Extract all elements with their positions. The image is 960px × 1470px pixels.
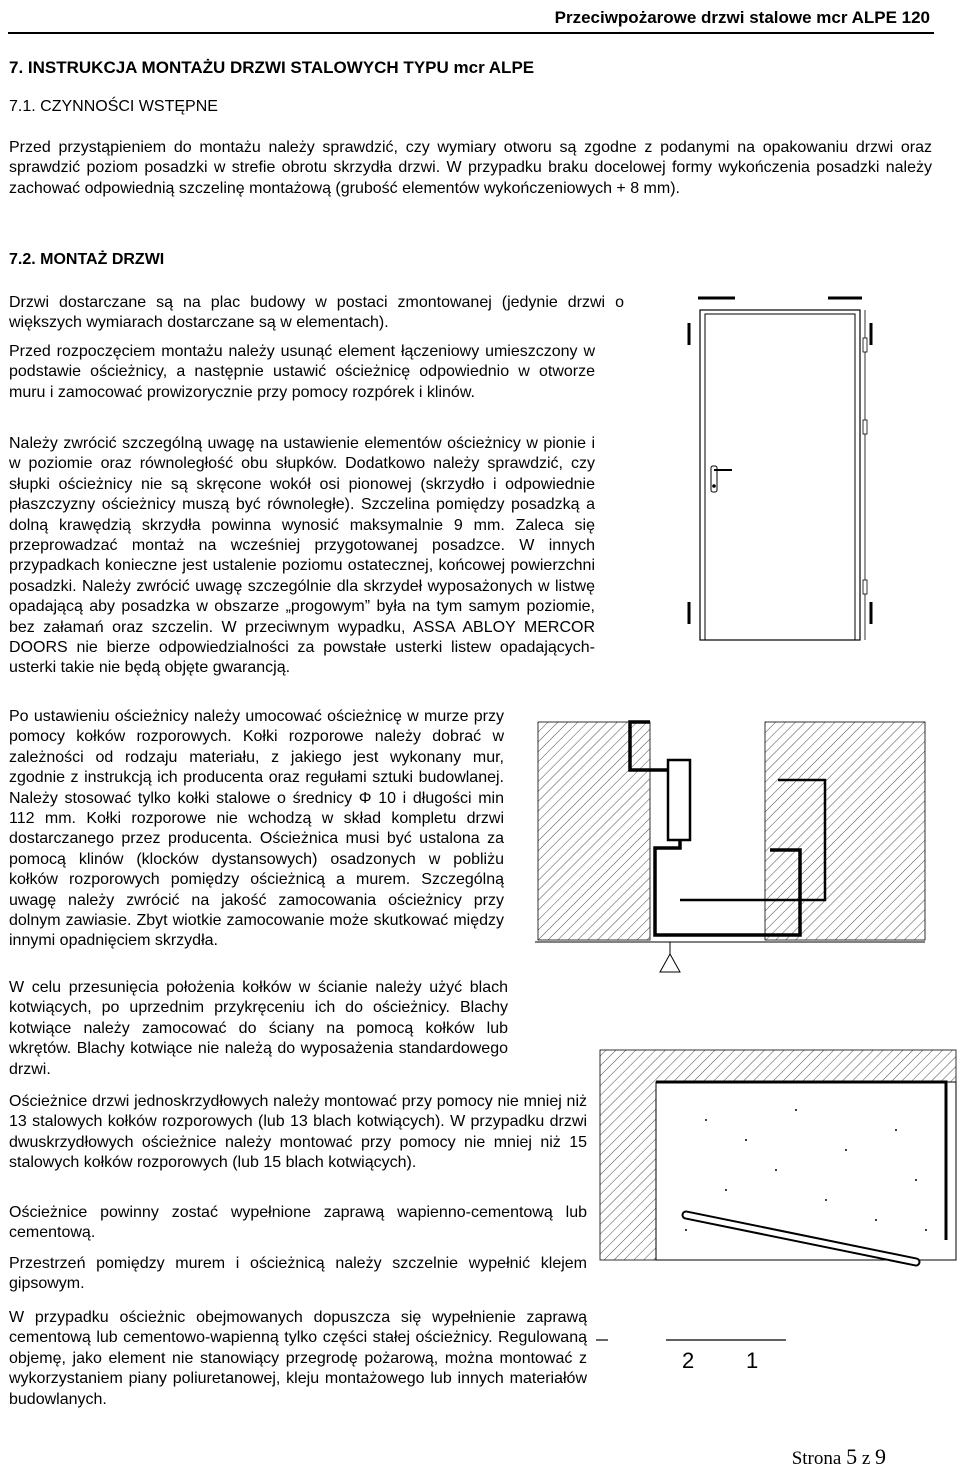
footer-prefix: Strona: [791, 1448, 847, 1469]
paragraph-8: Ościeżnice powinny zostać wypełnione zaprawą wapienno-cementową lub cementową.: [9, 1204, 587, 1242]
door-elevation-drawing: [680, 290, 880, 650]
page-header: [8, 6, 934, 34]
paragraph-6: W celu przesunięcia położenia kołków w ścianie należy użyć blach kotwiących, po uprzednim przykręceniu ich do ościeżnicy. Blachy kotwiące należy zamocować do ściany na pomocą kołków lub wkrętów. Blachy kotwiące nie należą do wyposażenia standardowego drzwi.: [9, 979, 508, 1078]
frame-section-drawing: [530, 720, 930, 980]
footer-page-total: 9: [875, 1444, 886, 1469]
header-title: Przeciwpożarowe drzwi stalowe mcr ALPE 120: [554, 8, 930, 27]
subsection-title-1: 7.1. CZYNNOŚCI WSTĘPNE: [9, 98, 218, 115]
page-footer: [792, 1444, 886, 1470]
footer-mid: z: [857, 1448, 875, 1469]
paragraph-7: Ościeżnice drzwi jednoskrzydłowych należy montować przy pomocy nie mniej niż 13 stalowych kołków rozporowych (lub 13 blach kotwiących). W przypadku drzwi dwuskrzydłowych ościeżnice należy montować przy pomocy nie mniej niż 15 stalowych kołków rozporowych (lub 15 blach kotwiących).: [9, 1093, 587, 1172]
paragraph-9: Przestrzeń pomiędzy murem i ościeżnicą należy szczelnie wypełnić klejem gipsowym.: [9, 1255, 587, 1293]
anchor-section-drawing: [596, 1040, 960, 1380]
figure-label-1: 1: [746, 1348, 759, 1373]
figure-label-2: 2: [682, 1348, 695, 1373]
paragraph-1: Przed przystąpieniem do montażu należy sprawdzić, czy wymiary otworu są zgodne z podanymi na opakowaniu drzwi oraz sprawdzić poziom posadzki w strefie obrotu skrzydła drzwi. W przypadku braku docelowej formy wykończenia posadzki należy zachować odpowiednią szczelinę montażową (grubość elementów wykończeniowych + 8 mm).: [9, 139, 932, 197]
paragraph-3: Przed rozpoczęciem montażu należy usunąć element łączeniowy umieszczony w podstawie ościeżnicy, a następnie ustawić ościeżnicę odpowiednio w otworze muru i zamocować prowizorycznie przy pomocy rozpórek i klinów.: [9, 343, 595, 401]
footer-page-number: 5: [846, 1444, 858, 1469]
paragraph-2: Drzwi dostarczane są na plac budowy w postaci zmontowanej (jedynie drzwi o większych wymiarach dostarczane są w elementach).: [9, 294, 624, 332]
paragraph-4: Należy zwrócić szczególną uwagę na ustawienie elementów ościeżnicy w pionie i w poziomie oraz równoległość obu słupków. Dodatkowo należy sprawdzić, czy słupki ościeżnicy nie są skręcone wokół osi pionowej (skrzydło i odpowiednie płaszczyzny ościeżnicy muszą być równoległe). Szczelina pomiędzy posadzką a dolną krawędzią skrzydła powinna wynosić maksymalnie 9 mm. Zaleca się przeprowadzać montaż na wcześniej przygotowanej posadzce. W innych przypadkach konieczne jest ustalenie poziomu ostatecznej, końcowej powierzchni posadzki. Należy zwrócić uwagę szczególnie dla skrzydeł wyposażonych w listwę opadającą aby posadzka w obszarze „progowym” była na tym samym poziomie, bez załamań oraz szczelin. W przeciwnym wypadku, ASSA ABLOY MERCOR DOORS nie bierze odpowiedzialności za powstałe usterki listew opadających- usterki takie nie będą objęte gwarancją.: [9, 435, 595, 677]
paragraph-5: Po ustawieniu ościeżnicy należy umocować ościeżnicę w murze przy pomocy kołków rozporowych. Kołki rozporowe należy dobrać w zależności od rodzaju materiału, z jakiego jest wykonany mur, zgodnie z instrukcją ich producenta oraz regułami sztuki budowlanej. Należy stosować tylko kołki stalowe o średnicy Φ 10 i długości min 112 mm. Kołki rozporowe nie wchodzą w skład kompletu drzwi dostarczanego przez producenta. Ościeżnica musi być ustalona za pomocą klinów (klocków dystansowych) osadzonych w pobliżu kołków rozporowych pomiędzy ościeżnicą a murem. Szczególną uwagę należy zwrócić na jakość zamocowania ościeżnicy przy dolnym zawiasie. Zbyt wiotkie zamocowanie może skutkować między innymi opadnięciem skrzydła.: [9, 708, 504, 950]
subsection-title-2: 7.2. MONTAŻ DRZWI: [9, 251, 165, 268]
section-title: 7. INSTRUKCJA MONTAŻU DRZWI STALOWYCH TYPU mcr ALPE: [9, 58, 535, 77]
paragraph-10: W przypadku ościeżnic obejmowanych dopuszcza się wypełnienie zaprawą cementową lub cementowo-wapienną tylko części stałej ościeżnicy. Regulowaną objemę, jako element nie stanowiący przegrodę pożarową, można montować z wykorzystaniem piany poliuretanowej, kleju montażowego lub innych materiałów budowlanych.: [9, 1309, 587, 1408]
